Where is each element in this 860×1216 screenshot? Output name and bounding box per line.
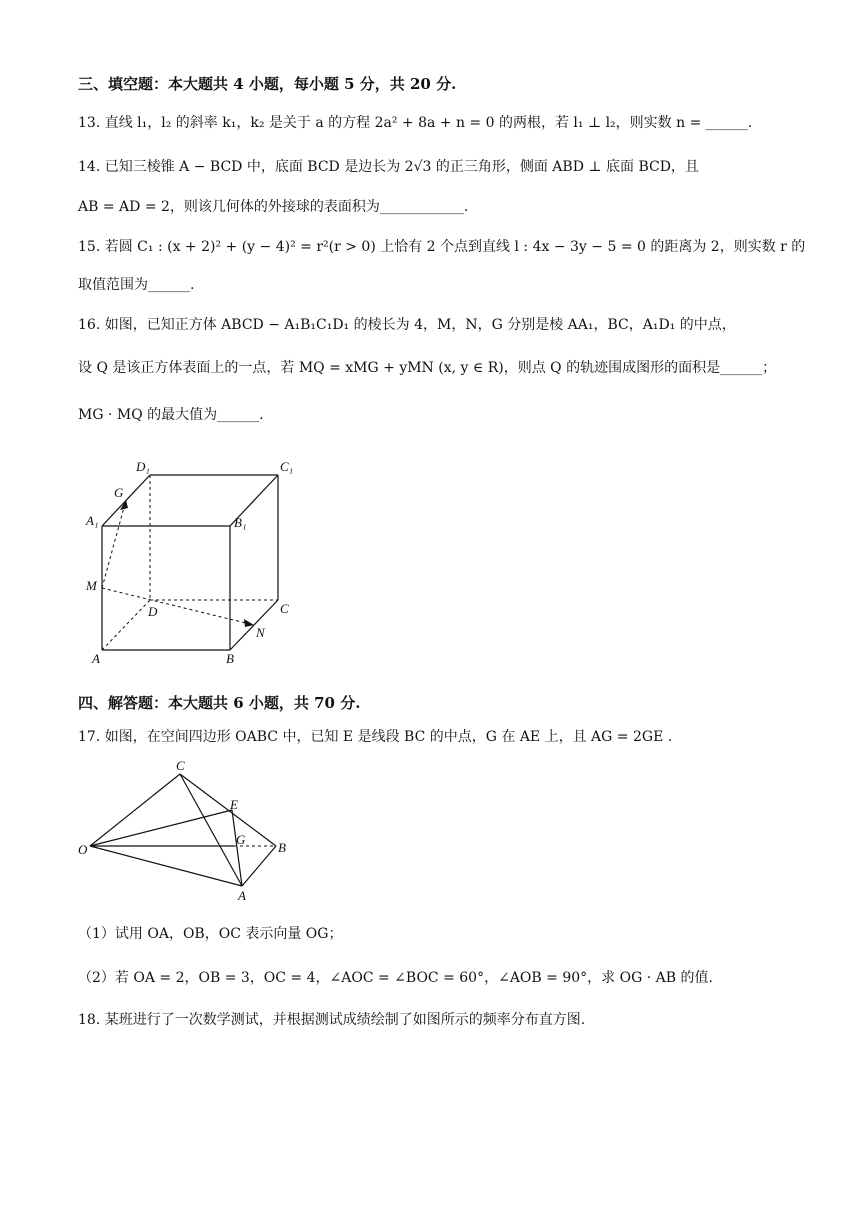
label-c: C: [176, 758, 185, 773]
tetrahedron-figure: [72, 758, 302, 908]
label-o: O: [78, 842, 88, 857]
question-16-line-3: MG · MQ 的最大值为______.: [78, 407, 264, 423]
question-18-text: 18. 某班进行了一次数学测试，并根据测试成绩绘制了如图所示的频率分布直方图.: [78, 1012, 586, 1028]
label-c: C: [280, 601, 289, 616]
label-a: A: [238, 888, 246, 903]
question-16-line-2: 设 Q 是该正方体表面上的一点，若 MQ = xMG + yMN (x, y ∈ R)，则点 Q 的轨迹围成图形的面积是______；: [78, 360, 777, 376]
label-c1: C₁: [280, 459, 294, 474]
edge-ca: [180, 774, 242, 886]
label-a: A: [92, 651, 100, 666]
label-e: E: [230, 797, 238, 812]
label-d1: D₁: [136, 459, 150, 474]
label-g: G: [114, 485, 124, 500]
label-b: B: [226, 651, 234, 666]
question-15-line-1: 15. 若圆 C₁ : (x + 2)² + (y − 4)² = r²(r > 0) 上恰有 2 个点到直线 l : 4x − 3y − 5 = 0 的距离为 2，则实数 r 的: [78, 239, 806, 255]
label-b1: B₁: [234, 515, 247, 530]
cube-figure: [80, 455, 300, 670]
question-17-part-1: （1）试用 OA，OB，OC 表示向量 OG；: [78, 926, 343, 942]
question-15-line-2: 取值范围为______.: [78, 277, 195, 293]
question-14-line-1: 14. 已知三棱锥 A − BCD 中，底面 BCD 是边长为 2√3 的正三角形，侧面 ABD ⊥ 底面 BCD，且: [78, 159, 699, 175]
label-n: N: [256, 625, 265, 640]
label-a1: A₁: [86, 513, 99, 528]
edge-cb: [180, 774, 276, 846]
segment-ae: [232, 810, 242, 886]
label-d: D: [148, 604, 158, 619]
edge-oa: [90, 846, 242, 886]
question-14-line-2: AB = AD = 2，则该几何体的外接球的表面积为____________.: [78, 199, 469, 215]
vector-mn: [102, 588, 254, 625]
label-g: G: [236, 832, 246, 847]
question-16-line-1: 16. 如图，已知正方体 ABCD − A₁B₁C₁D₁ 的棱长为 4，M，N，G 分别是棱 AA₁，BC，A₁D₁ 的中点，: [78, 317, 736, 333]
segment-oe: [90, 810, 232, 846]
label-b: B: [278, 840, 286, 855]
label-m: M: [86, 578, 97, 593]
section-4-heading: 四、解答题：本大题共 6 小题，共 70 分.: [78, 694, 361, 712]
question-17-part-2: （2）若 OA = 2，OB = 3，OC = 4，∠AOC = ∠BOC = 60°，∠AOB = 90°，求 OG · AB 的值.: [78, 970, 713, 986]
edge-ab: [242, 846, 276, 886]
question-17-text: 17. 如图，在空间四边形 OABC 中，已知 E 是线段 BC 的中点，G 在 AE 上，且 AG = 2GE .: [78, 729, 673, 745]
section-3-heading: 三、填空题：本大题共 4 小题，每小题 5 分，共 20 分.: [78, 75, 457, 93]
edge-a-d-hidden: [102, 600, 150, 650]
question-13-text: 13. 直线 l₁，l₂ 的斜率 k₁，k₂ 是关于 a 的方程 2a² + 8a + n = 0 的两根，若 l₁ ⊥ l₂，则实数 n = ______.: [78, 115, 753, 131]
